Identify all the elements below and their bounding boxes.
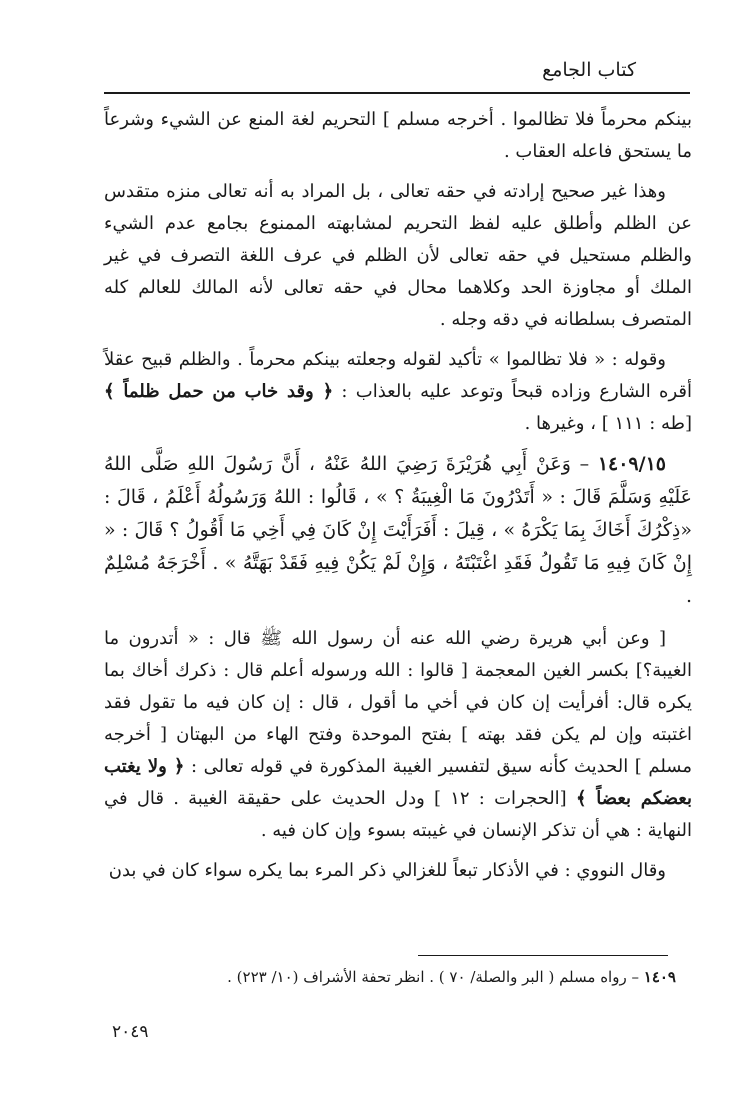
- paragraph-3-tail: [طه : ١١١ ] ، وغيرها .: [524, 413, 692, 434]
- commentary-1-tail: [الحجرات : ١٢ ] ودل الحديث على حقيقة الغيبة . قال في النهاية : هي أن تذكر الإنسان في غيبته بسوء وإن كان فيه .: [104, 788, 692, 841]
- commentary-2: وقال النووي : في الأذكار تبعاً للغزالي ذكر المرء بما يكره سواء كان في بدن: [108, 860, 666, 881]
- footnote-number: ١٤٠٩: [643, 968, 676, 986]
- paragraph-2: وهذا غير صحيح إرادته في حقه تعالى ، بل المراد به أنه تعالى منزه متقدس عن الظلم وأطلق عليه لفظ التحريم لمشابهته الممنوع بجامع عدم الشيء والظلم مستحيل في حقه تعالى لأن الظلم في عرف اللغة التصرف في غير الملك أو مجاوزة الحد وكلاهما محال في حقه تعالى لأنه المالك للعالم كله المتصرف بسلطانه في دقه وجله .: [104, 181, 692, 330]
- page-number: ٢٠٤٩: [112, 1022, 149, 1042]
- quran-quote-2: ﴿ ولا يغتب بعضكم بعضاً ﴾: [104, 756, 693, 809]
- hadith-number: ١٤٠٩/١٥: [597, 453, 666, 475]
- footnote-divider: [418, 955, 668, 956]
- paragraph-1: بينكم محرماً فلا تظالموا . أخرجه مسلم ] التحريم لغة المنع عن الشيء وشرعاً ما يستحق فاعله العقاب .: [104, 109, 692, 162]
- hadith-text: – وَعَنْ أَبِي هُرَيْرَةَ رَضِيَ اللهُ عَنْهُ ، أَنَّ رَسُولَ اللهِ صَلَّى اللهُ عَلَيْهِ وَسَلَّمَ قَالَ : « أَتَدْرُونَ مَا الْغِيبَةُ ؟ » ، قَالُوا : اللهُ وَرَسُولُهُ أَعْلَمُ ، قَالَ : «ذِكْرُكَ أَخَاكَ بِمَا يَكْرَهُ » ، قِيلَ : أَفَرَأَيْتَ إِنْ كَانَ فِي أَخِي مَا أَقُولُ ؟ قَالَ : « إِنْ كَانَ فِيهِ مَا تَقُولُ فَقَدِ اغْتَبْتَهُ ، وَإِنْ لَمْ يَكُنْ فِيهِ فَقَدْ بَهَتَّهُ » . أَخْرَجَهُ مُسْلِمٌ .: [104, 453, 692, 607]
- paragraph-3: [104, 344, 692, 440]
- commentary-1-text: [ وعن أبي هريرة رضي الله عنه أن رسول الله ﷺ قال : « أتدرون ما الغيبة؟] بكسر الغين المعجمة [ قالوا : الله ورسوله أعلم قال : ذكرك أخاك بما يكره قال: أفرأيت إن كان في أخي ما أقول ، قال : إن كان فيه ما تقول فقد اغتبته وإن لم يكن فقد بهته ] بفتح الموحدة وفتح الهاء من البهتان [ أخرجه مسلم ] الحديث كأنه سيق لتفسير الغيبة المذكورة في قوله تعالى :: [104, 628, 692, 777]
- commentary-1: [104, 623, 692, 847]
- running-header: كتاب الجامع: [542, 59, 636, 81]
- footnote-text: – رواه مسلم ( البر والصلة/ ٧٠ ) . انظر تحفة الأشراف (١٠/ ٢٢٣) .: [227, 968, 639, 986]
- header-divider: [104, 92, 690, 94]
- quran-quote-1: ﴿ وقد خاب من حمل ظلماً ﴾: [104, 381, 334, 402]
- paragraph-3-lead: وقوله : « فلا تظالموا » تأكيد لقوله وجعلته بينكم محرماً . والظلم قبيح عقلاً أقره الشارع وزاده قبحاً وتوعد عليه بالعذاب :: [104, 349, 692, 402]
- main-text: [104, 104, 692, 895]
- hadith-block: [104, 448, 692, 613]
- footnote: [116, 966, 676, 988]
